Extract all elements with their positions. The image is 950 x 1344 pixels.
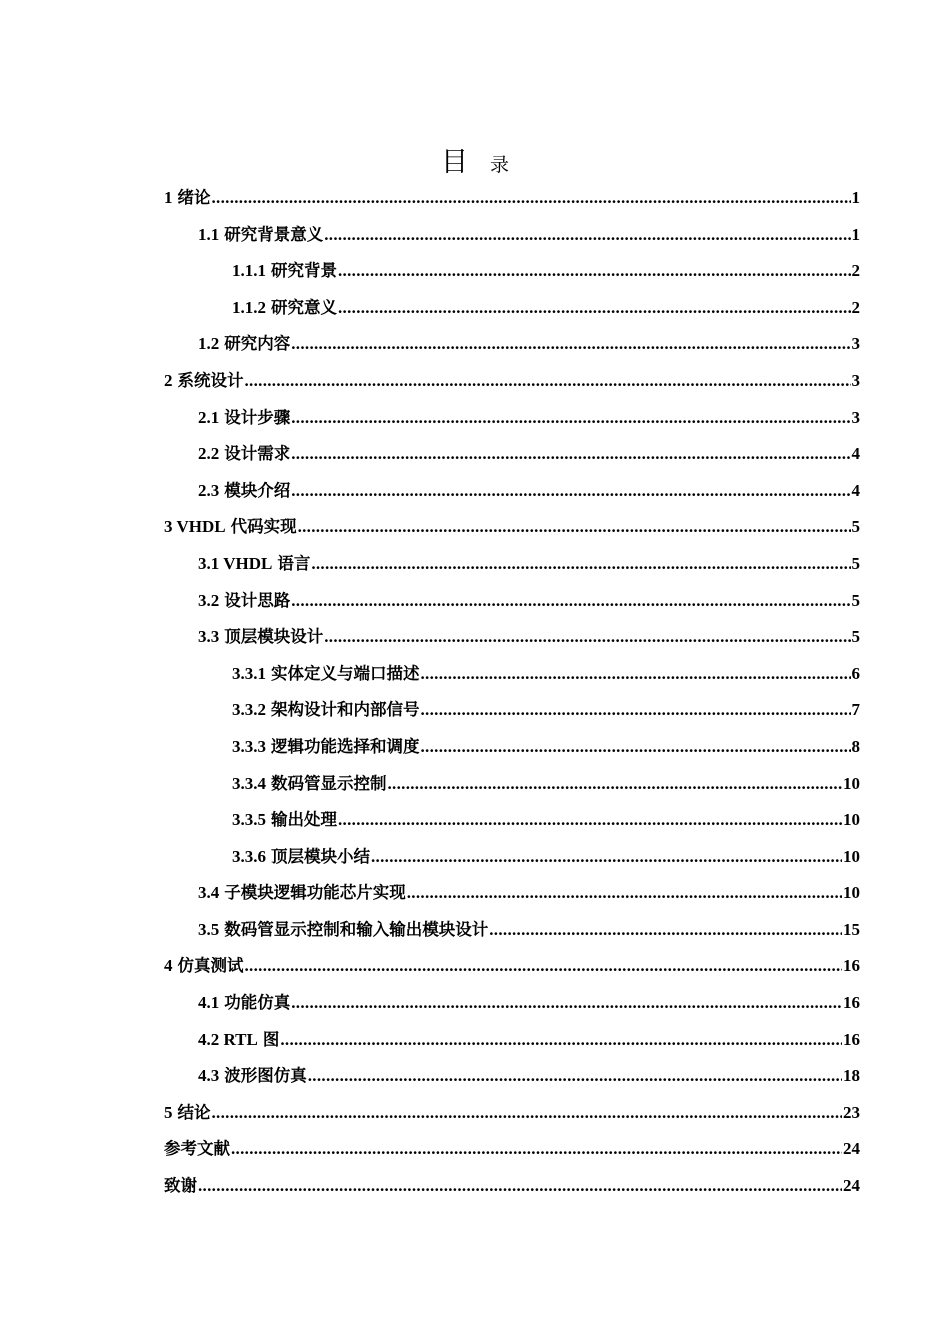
toc-entry[interactable]	[164, 619, 860, 656]
toc-entry-page-number: 5	[851, 627, 860, 647]
toc-entry[interactable]	[164, 1058, 860, 1095]
toc-entry-title: 功能仿真	[224, 993, 291, 1013]
toc-entry-page-number: 3	[851, 370, 860, 390]
toc-entry-number: 3.5	[198, 919, 220, 939]
toc-entry[interactable]	[164, 766, 860, 803]
toc-entry-title: 研究背景意义	[224, 224, 324, 244]
toc-entry-title: 仿真测试	[177, 956, 244, 976]
toc-entry[interactable]	[164, 1131, 860, 1168]
toc-entry[interactable]	[164, 802, 860, 839]
toc-entry-page-number: 24	[843, 1139, 860, 1159]
dot-leader	[489, 912, 842, 949]
toc-entry[interactable]	[164, 400, 860, 437]
toc-entry-title: 波形图仿真	[224, 1066, 307, 1086]
toc-entry-title: 顶层模块设计	[224, 627, 324, 647]
toc-entry[interactable]	[164, 290, 860, 327]
toc-entry[interactable]	[164, 912, 860, 949]
toc-entry-page-number: 2	[851, 297, 860, 317]
dot-leader	[338, 253, 851, 290]
toc-entry-title: 实体定义与端口描述	[271, 663, 420, 683]
page-title	[0, 146, 950, 183]
dot-leader	[198, 1168, 842, 1205]
dot-leader	[212, 1095, 843, 1132]
dot-leader	[291, 583, 850, 620]
dot-leader	[338, 290, 851, 327]
toc-entry-number: 2.1	[198, 407, 220, 427]
toc-entry-number: 3.3	[198, 627, 220, 647]
toc-entry-page-number: 5	[851, 553, 860, 573]
toc-entry[interactable]	[164, 839, 860, 876]
dot-leader	[338, 802, 842, 839]
dot-leader	[231, 1131, 842, 1168]
toc-entry-number: 1.1.1	[232, 261, 266, 281]
toc-entry-page-number: 4	[851, 444, 860, 464]
dot-leader	[291, 436, 850, 473]
toc-entry-number: 3.2	[198, 590, 220, 610]
toc-entry-page-number: 8	[851, 736, 860, 756]
dot-leader	[407, 875, 842, 912]
toc-entry-title: 输出处理	[271, 810, 337, 830]
toc-entry[interactable]	[164, 948, 860, 985]
toc-entry-number: 2.3	[198, 480, 220, 500]
toc-entry[interactable]	[164, 509, 860, 546]
toc-entry-title: 模块介绍	[224, 480, 291, 500]
toc-entry-title: 逻辑功能选择和调度	[271, 736, 420, 756]
dot-leader	[291, 400, 850, 437]
dot-leader	[371, 839, 842, 876]
toc-entry-number: 3.1 VHDL	[198, 553, 273, 573]
toc-entry-number: 4.3	[198, 1066, 220, 1086]
toc-entry-page-number: 23	[843, 1102, 860, 1122]
toc-entry-page-number: 10	[843, 846, 860, 866]
toc-entry-page-number: 1	[851, 188, 860, 207]
toc-entry-title: 研究内容	[224, 334, 291, 354]
toc-entry-page-number: 10	[843, 810, 860, 830]
toc-entry-page-number: 5	[851, 517, 860, 537]
toc-entry[interactable]	[164, 1022, 860, 1059]
dot-leader	[291, 326, 850, 363]
toc-entry-title: 结论	[177, 1102, 211, 1122]
toc-entry-number: 3.3.1	[232, 663, 266, 683]
toc-entry[interactable]	[164, 1168, 860, 1205]
toc-entry-page-number: 7	[851, 700, 860, 720]
toc-entry[interactable]	[164, 583, 860, 620]
toc-entry-number: 4.2 RTL	[198, 1029, 258, 1049]
toc-entry-number: 3 VHDL	[164, 517, 226, 537]
dot-leader	[324, 217, 850, 254]
dot-leader	[308, 1058, 842, 1095]
toc-entry-title: 致谢	[164, 1176, 197, 1196]
title-char-1: 目	[440, 147, 468, 178]
dot-leader	[280, 1022, 842, 1059]
toc-entry[interactable]	[164, 1095, 860, 1132]
toc-entry[interactable]	[164, 436, 860, 473]
toc-entry-number: 2	[164, 370, 173, 390]
dot-leader	[245, 363, 851, 400]
toc-entry-page-number: 4	[851, 480, 860, 500]
toc-entry-number: 1	[164, 188, 173, 207]
toc-entry-page-number: 15	[843, 919, 860, 939]
toc-entry[interactable]	[164, 985, 860, 1022]
dot-leader	[421, 692, 851, 729]
toc-entry[interactable]	[164, 546, 860, 583]
dot-leader	[421, 656, 851, 693]
table-of-contents	[164, 180, 860, 1205]
toc-entry-page-number: 5	[851, 590, 860, 610]
toc-entry-title: 设计需求	[224, 444, 291, 464]
dot-leader	[245, 948, 843, 985]
toc-entry-page-number: 18	[843, 1066, 860, 1086]
toc-entry-page-number: 24	[843, 1176, 860, 1196]
toc-entry-page-number: 16	[843, 1029, 860, 1049]
toc-entry-title: 设计思路	[224, 590, 291, 610]
toc-entry-page-number: 2	[851, 261, 860, 281]
toc-entry[interactable]	[164, 473, 860, 510]
toc-entry[interactable]	[164, 253, 860, 290]
toc-entry-number: 3.3.2	[232, 700, 266, 720]
toc-entry-title: 语言	[277, 553, 311, 573]
dot-leader	[311, 546, 850, 583]
toc-entry-number: 3.4	[198, 883, 220, 903]
toc-entry-title: 架构设计和内部信号	[271, 700, 420, 720]
toc-entry[interactable]	[164, 729, 860, 766]
toc-entry-page-number: 16	[843, 956, 860, 976]
dot-leader	[291, 473, 850, 510]
toc-entry-title: 数码管显示控制	[271, 773, 387, 793]
toc-entry-number: 3.3.6	[232, 846, 266, 866]
toc-entry-page-number: 3	[851, 334, 860, 354]
toc-entry-title: 研究背景	[271, 261, 337, 281]
toc-entry[interactable]	[164, 692, 860, 729]
dot-leader	[388, 766, 843, 803]
toc-entry-title: 设计步骤	[224, 407, 291, 427]
toc-entry-title: 研究意义	[271, 297, 337, 317]
toc-entry-number: 3.3.4	[232, 773, 266, 793]
toc-entry[interactable]	[164, 875, 860, 912]
toc-entry-title: 子模块逻辑功能芯片实现	[224, 883, 406, 903]
toc-entry-number: 3.3.5	[232, 810, 266, 830]
toc-entry[interactable]	[164, 180, 860, 217]
dot-leader	[298, 509, 851, 546]
toc-entry-title: 系统设计	[177, 370, 244, 390]
toc-entry[interactable]	[164, 217, 860, 254]
toc-entry-number: 1.1	[198, 224, 220, 244]
toc-entry-number: 2.2	[198, 444, 220, 464]
toc-entry-page-number: 1	[851, 224, 860, 244]
toc-entry-number: 1.1.2	[232, 297, 266, 317]
toc-entry-title: 图	[262, 1029, 280, 1049]
dot-leader	[212, 180, 851, 217]
toc-entry-page-number: 6	[851, 663, 860, 683]
toc-entry-number: 1.2	[198, 334, 220, 354]
toc-entry-title: 代码实现	[230, 517, 297, 537]
toc-entry-title: 参考文献	[164, 1139, 230, 1159]
dot-leader	[291, 985, 842, 1022]
toc-entry-title: 绪论	[177, 188, 211, 207]
toc-entry-page-number: 3	[851, 407, 860, 427]
title-char-2: 录	[489, 154, 509, 176]
dot-leader	[421, 729, 851, 766]
toc-entry-title: 顶层模块小结	[271, 846, 370, 866]
toc-entry-page-number: 10	[843, 883, 860, 903]
toc-entry-page-number: 16	[843, 993, 860, 1013]
toc-entry-number: 4.1	[198, 993, 220, 1013]
toc-entry-page-number: 10	[843, 773, 860, 793]
toc-entry-title: 数码管显示控制和输入输出模块设计	[224, 919, 489, 939]
toc-entry[interactable]	[164, 326, 860, 363]
toc-entry[interactable]	[164, 363, 860, 400]
toc-entry-number: 4	[164, 956, 173, 976]
toc-entry-number: 3.3.3	[232, 736, 266, 756]
toc-entry-number: 5	[164, 1102, 173, 1122]
toc-entry[interactable]	[164, 656, 860, 693]
dot-leader	[324, 619, 850, 656]
